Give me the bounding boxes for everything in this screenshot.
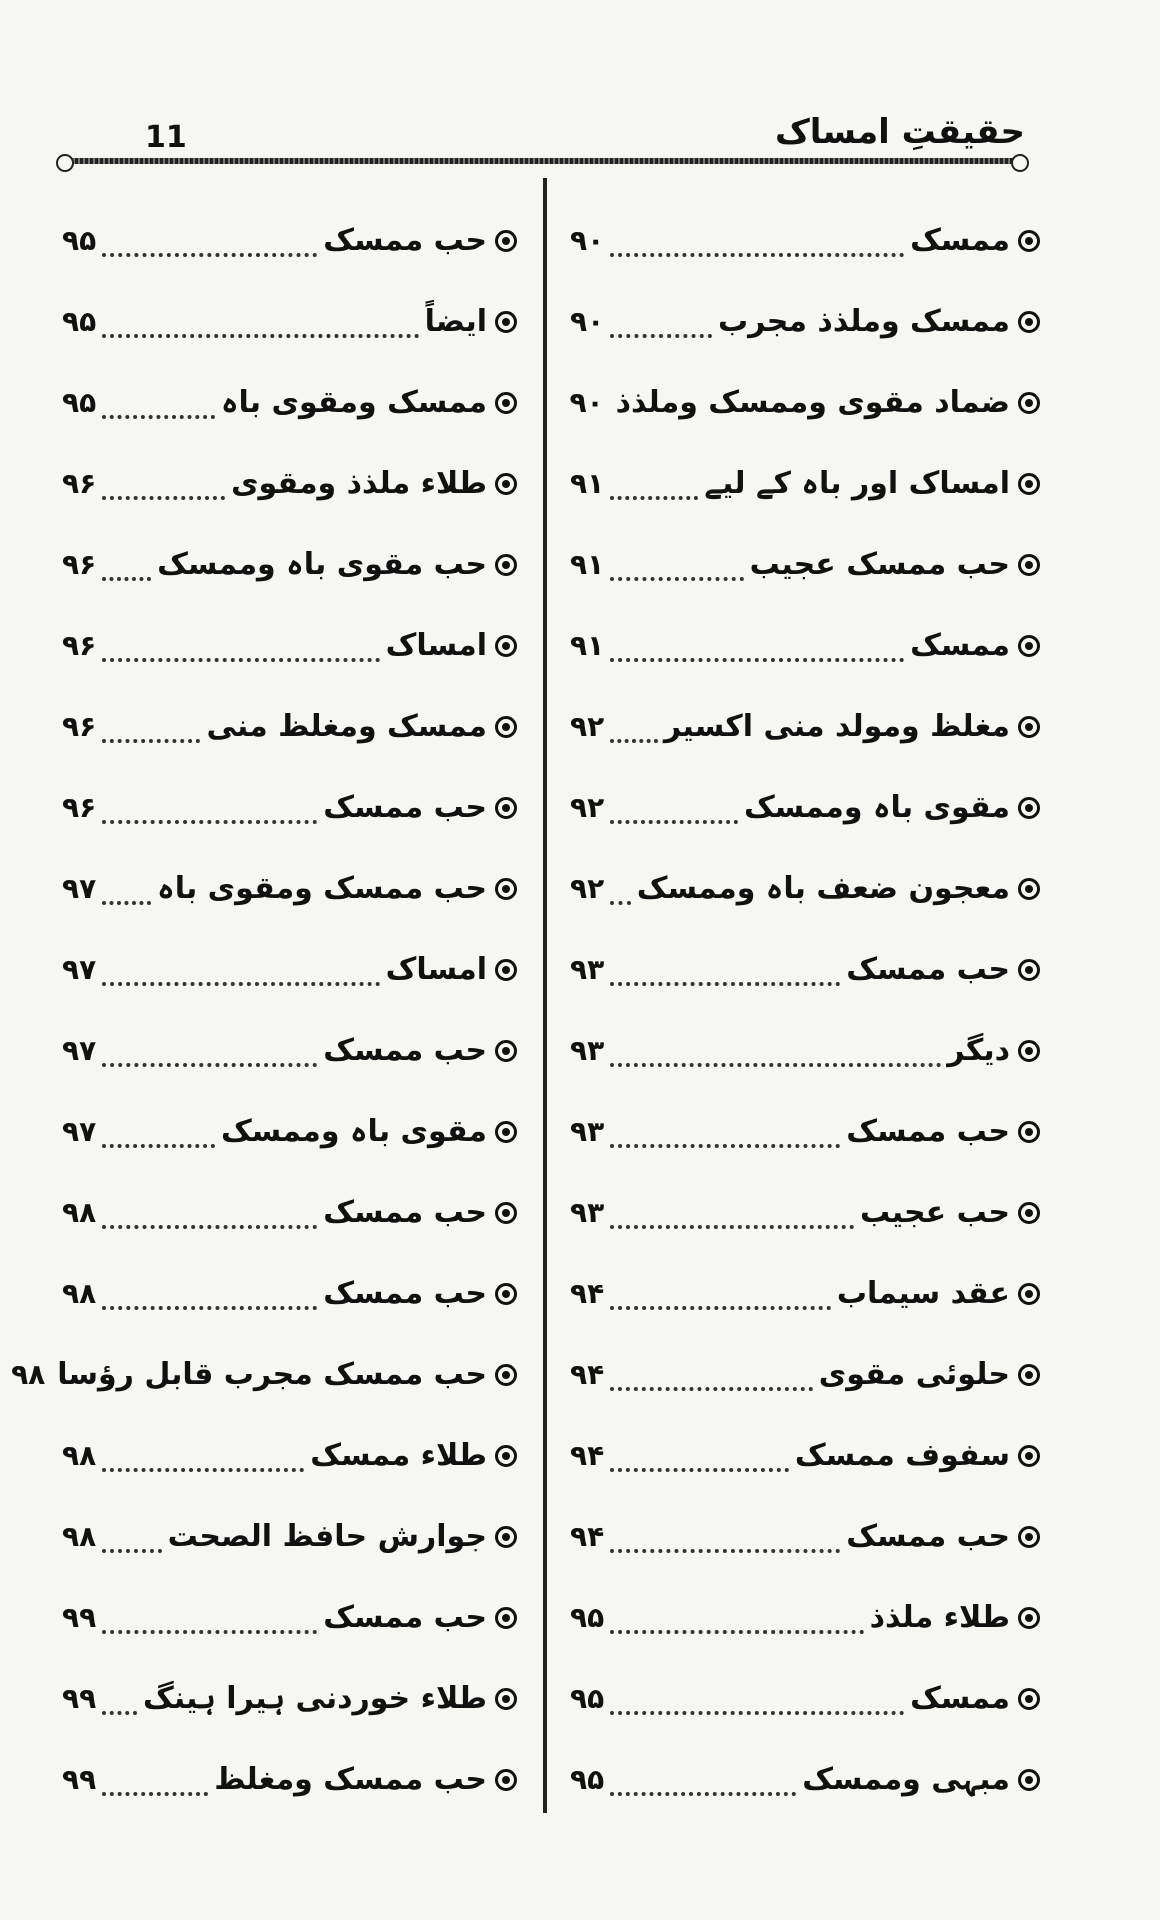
entry-page-number: ۹۸ xyxy=(62,1520,97,1553)
leader-dots xyxy=(102,334,418,338)
bullet-icon xyxy=(1018,1121,1040,1143)
entry-title: ممسک وملذذ مجرب xyxy=(717,304,1010,339)
entry-title: طلاء ملذذ ومقوی xyxy=(231,466,487,501)
entry-title: حب ممسک عجیب xyxy=(749,547,1010,582)
entry-title: طلاء ممسک xyxy=(310,1438,487,1473)
leader-dots xyxy=(102,1144,215,1148)
entry-title: حب ممسک xyxy=(323,1276,487,1311)
bullet-icon xyxy=(1018,1283,1040,1305)
bullet-icon xyxy=(495,1121,517,1143)
toc-entry xyxy=(570,929,1040,1010)
entry-page-number: ۹۹ xyxy=(62,1763,97,1796)
bullet-icon xyxy=(1018,1445,1040,1467)
entry-page-number: ۹۴ xyxy=(570,1520,605,1553)
toc-entry xyxy=(62,1253,517,1334)
entry-page-number: ۹۵ xyxy=(570,1601,605,1634)
toc-entry xyxy=(62,1739,517,1820)
entry-page-number: ۹۳ xyxy=(570,1115,605,1148)
leader-dots xyxy=(102,1711,137,1715)
bullet-icon xyxy=(495,1202,517,1224)
book-title: حقیقتِ امساک xyxy=(774,112,1025,152)
entry-title: طلاء خوردنی ہیرا ہینگ xyxy=(143,1681,487,1716)
leader-dots xyxy=(102,1225,317,1229)
entry-title: حب ممسک xyxy=(846,952,1010,987)
bullet-icon xyxy=(495,473,517,495)
leader-dots xyxy=(102,739,200,743)
entry-page-number: ۹۵ xyxy=(62,224,97,257)
leader-dots xyxy=(102,1549,161,1553)
entry-title: ضماد مقوی وممسک وملذذ xyxy=(615,385,1010,420)
toc-entry xyxy=(62,1415,517,1496)
toc-entry xyxy=(62,1010,517,1091)
entry-title: جوارش حافظ الصحت xyxy=(167,1519,487,1554)
leader-dots xyxy=(102,577,151,581)
toc-entry xyxy=(570,1739,1040,1820)
leader-dots xyxy=(610,496,698,500)
bullet-icon xyxy=(495,554,517,576)
leader-dots xyxy=(610,1630,863,1634)
entry-page-number: ۹۹ xyxy=(62,1601,97,1634)
toc-left-column xyxy=(11,200,517,1820)
leader-dots xyxy=(102,415,215,419)
leader-dots xyxy=(102,496,225,500)
entry-page-number: ۹۶ xyxy=(62,548,97,581)
bullet-icon xyxy=(1018,554,1040,576)
toc-entry xyxy=(570,443,1040,524)
toc-entry xyxy=(62,524,517,605)
entry-page-number: ۹۵ xyxy=(570,1763,605,1796)
entry-title: حب ممسک xyxy=(323,1033,487,1068)
entry-page-number: ۹۶ xyxy=(62,710,97,743)
toc-entry xyxy=(62,362,517,443)
entry-page-number: ۹۷ xyxy=(62,1034,97,1067)
entry-title: امساک اور باہ کے لیے xyxy=(704,466,1010,501)
bullet-icon xyxy=(1018,1688,1040,1710)
bullet-icon xyxy=(495,1445,517,1467)
bullet-icon xyxy=(495,230,517,252)
entry-page-number: ۹۳ xyxy=(570,1034,605,1067)
bullet-icon xyxy=(495,1283,517,1305)
toc-entry xyxy=(570,1091,1040,1172)
entry-page-number: ۹۱ xyxy=(570,467,605,500)
leader-dots xyxy=(102,1630,317,1634)
entry-title: ایضاً xyxy=(424,304,487,339)
bullet-icon xyxy=(495,1769,517,1791)
leader-dots xyxy=(102,658,379,662)
entry-page-number: ۹۷ xyxy=(62,872,97,905)
entry-page-number: ۹۲ xyxy=(570,872,605,905)
page-header xyxy=(60,112,1025,172)
bullet-icon xyxy=(495,1526,517,1548)
entry-page-number: ۹۰ xyxy=(570,305,605,338)
entry-title: طلاء ملذذ xyxy=(869,1600,1010,1635)
toc-entry xyxy=(62,1496,517,1577)
bullet-icon xyxy=(1018,1040,1040,1062)
leader-dots xyxy=(610,1225,854,1229)
leader-dots xyxy=(610,253,904,257)
bullet-icon xyxy=(495,878,517,900)
leader-dots xyxy=(610,1468,789,1472)
leader-dots xyxy=(610,1711,904,1715)
leader-dots xyxy=(610,334,712,338)
leader-dots xyxy=(610,1792,796,1796)
toc-entry xyxy=(570,1415,1040,1496)
entry-page-number: ۹۵ xyxy=(62,305,97,338)
bullet-icon xyxy=(1018,797,1040,819)
toc-entry xyxy=(570,605,1040,686)
bullet-icon xyxy=(495,311,517,333)
toc-entry xyxy=(570,767,1040,848)
entry-page-number: ۹۸ xyxy=(11,1358,46,1391)
toc-entry xyxy=(570,1253,1040,1334)
toc-entry xyxy=(570,1658,1040,1739)
toc-entry xyxy=(570,1577,1040,1658)
entry-title: ممسک xyxy=(910,223,1010,258)
entry-page-number: ۹۶ xyxy=(62,467,97,500)
entry-page-number: ۹۱ xyxy=(570,548,605,581)
bullet-icon xyxy=(1018,1526,1040,1548)
page-number: 11 xyxy=(145,120,187,155)
entry-title: ممسک xyxy=(910,628,1010,663)
entry-title: مقوی باہ وممسک xyxy=(743,790,1010,825)
entry-title: حب مقوی باہ وممسک xyxy=(157,547,487,582)
entry-title: حب ممسک مجرب قابل رؤسا xyxy=(57,1357,487,1392)
bullet-icon xyxy=(1018,311,1040,333)
bullet-icon xyxy=(1018,716,1040,738)
entry-title: معجون ضعف باہ وممسک xyxy=(636,871,1010,906)
toc-entry xyxy=(570,1172,1040,1253)
toc-entry xyxy=(570,362,1040,443)
entry-page-number: ۹۱ xyxy=(570,629,605,662)
entry-title: مبہی وممسک xyxy=(802,1762,1010,1797)
toc-entry xyxy=(570,686,1040,767)
entry-page-number: ۹۷ xyxy=(62,953,97,986)
bullet-icon xyxy=(1018,1769,1040,1791)
entry-title: عقد سیماب xyxy=(836,1276,1010,1311)
toc-entry xyxy=(62,767,517,848)
toc-entry xyxy=(570,1334,1040,1415)
entry-title: حب ممسک ومقوی باہ xyxy=(157,871,487,906)
toc-entry xyxy=(62,1658,517,1739)
entry-title: حب ممسک xyxy=(323,223,487,258)
entry-page-number: ۹۰ xyxy=(570,224,605,257)
entry-title: ممسک ومغلظ منی xyxy=(206,709,487,744)
bullet-icon xyxy=(1018,959,1040,981)
bullet-icon xyxy=(1018,392,1040,414)
toc-entry xyxy=(570,200,1040,281)
bullet-icon xyxy=(495,635,517,657)
entry-title: حب ممسک xyxy=(323,1600,487,1635)
bullet-icon xyxy=(495,1607,517,1629)
leader-dots xyxy=(102,1063,317,1067)
bullet-icon xyxy=(495,797,517,819)
leader-dots xyxy=(610,982,840,986)
leader-dots xyxy=(102,1306,317,1310)
leader-dots xyxy=(102,1792,208,1796)
leader-dots xyxy=(610,901,631,905)
toc-entry xyxy=(570,281,1040,362)
bullet-icon xyxy=(495,1040,517,1062)
bullet-icon xyxy=(495,1688,517,1710)
leader-dots xyxy=(610,1387,813,1391)
leader-dots xyxy=(610,1144,840,1148)
toc-entry xyxy=(570,524,1040,605)
entry-title: حب ممسک ومغلظ xyxy=(214,1762,487,1797)
leader-dots xyxy=(610,577,743,581)
entry-page-number: ۹۴ xyxy=(570,1439,605,1472)
bullet-icon xyxy=(1018,1364,1040,1386)
toc-entry xyxy=(62,1091,517,1172)
bullet-icon xyxy=(495,959,517,981)
toc-entry xyxy=(62,1577,517,1658)
toc-entry xyxy=(570,848,1040,929)
entry-page-number: ۹۳ xyxy=(570,953,605,986)
bullet-icon xyxy=(1018,473,1040,495)
entry-title: سفوف ممسک xyxy=(794,1438,1010,1473)
entry-page-number: ۹۵ xyxy=(570,1682,605,1715)
entry-title: مقوی باہ وممسک xyxy=(220,1114,487,1149)
bullet-icon xyxy=(1018,635,1040,657)
entry-title: مغلظ ومولد منی اکسیر xyxy=(663,709,1010,744)
leader-dots xyxy=(102,253,317,257)
bullet-icon xyxy=(495,716,517,738)
entry-title: امساک xyxy=(385,952,487,987)
entry-page-number: ۹۴ xyxy=(570,1358,605,1391)
toc-entry xyxy=(570,1010,1040,1091)
leader-dots xyxy=(102,820,317,824)
bullet-icon xyxy=(1018,230,1040,252)
leader-dots xyxy=(102,1468,304,1472)
leader-dots xyxy=(102,901,151,905)
toc-entry xyxy=(62,443,517,524)
toc-entry xyxy=(62,686,517,767)
leader-dots xyxy=(610,1549,840,1553)
entry-title: امساک xyxy=(385,628,487,663)
entry-title: حب ممسک xyxy=(846,1519,1010,1554)
bullet-icon xyxy=(1018,878,1040,900)
toc-entry xyxy=(62,200,517,281)
entry-title: دیگر xyxy=(947,1033,1010,1068)
entry-page-number: ۹۳ xyxy=(570,1196,605,1229)
toc-entry xyxy=(570,1496,1040,1577)
leader-dots xyxy=(102,982,379,986)
toc-entry xyxy=(62,929,517,1010)
entry-page-number: ۹۹ xyxy=(62,1682,97,1715)
bullet-icon xyxy=(1018,1202,1040,1224)
entry-page-number: ۹۲ xyxy=(570,791,605,824)
toc-right-column xyxy=(570,200,1040,1820)
entry-title: حب ممسک xyxy=(323,790,487,825)
column-divider xyxy=(543,178,547,1813)
entry-page-number: ۹۸ xyxy=(62,1196,97,1229)
entry-page-number: ۹۶ xyxy=(62,629,97,662)
entry-page-number: ۹۰ xyxy=(569,386,604,419)
entry-title: ممسک xyxy=(910,1681,1010,1716)
entry-page-number: ۹۶ xyxy=(62,791,97,824)
entry-title: حب ممسک xyxy=(323,1195,487,1230)
entry-title: حب ممسک xyxy=(846,1114,1010,1149)
entry-page-number: ۹۴ xyxy=(570,1277,605,1310)
toc-entry xyxy=(11,1334,517,1415)
toc-entry xyxy=(62,605,517,686)
leader-dots xyxy=(610,1063,941,1067)
bullet-icon xyxy=(1018,1607,1040,1629)
leader-dots xyxy=(610,1306,831,1310)
toc-entry xyxy=(62,1172,517,1253)
leader-dots xyxy=(610,739,658,743)
leader-dots xyxy=(610,820,738,824)
entry-page-number: ۹۸ xyxy=(62,1439,97,1472)
entry-title: حب عجیب xyxy=(860,1195,1010,1230)
entry-page-number: ۹۸ xyxy=(62,1277,97,1310)
leader-dots xyxy=(610,658,904,662)
toc-entry xyxy=(62,281,517,362)
bullet-icon xyxy=(495,392,517,414)
bullet-icon xyxy=(495,1364,517,1386)
toc-entry xyxy=(62,848,517,929)
entry-page-number: ۹۷ xyxy=(62,1115,97,1148)
entry-page-number: ۹۵ xyxy=(62,386,97,419)
header-rule xyxy=(60,158,1025,164)
entry-title: ممسک ومقوی باہ xyxy=(220,385,487,420)
entry-title: حلوئی مقوی xyxy=(818,1357,1010,1392)
entry-page-number: ۹۲ xyxy=(570,710,605,743)
